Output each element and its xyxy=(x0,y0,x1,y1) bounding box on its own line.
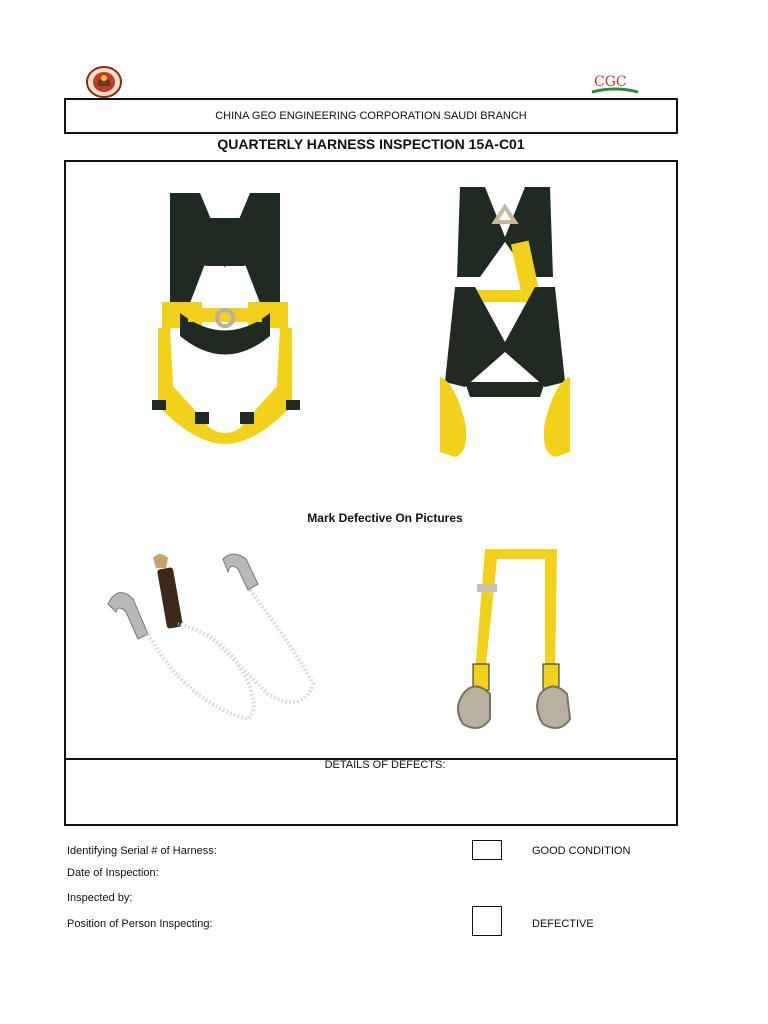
webbing-lanyard-image xyxy=(445,544,585,739)
good-condition-label: GOOD CONDITION xyxy=(532,845,631,857)
defective-checkbox[interactable] xyxy=(472,906,502,936)
cgc-logo xyxy=(590,72,640,96)
good-condition-checkbox[interactable] xyxy=(472,840,502,860)
inspected-by-label: Inspected by: xyxy=(67,892,133,904)
defective-label: DEFECTIVE xyxy=(532,918,594,930)
serial-number-label: Identifying Serial # of Harness: xyxy=(67,845,217,857)
rope-lanyard-image xyxy=(98,544,328,734)
details-of-defects-heading: DETAILS OF DEFECTS: xyxy=(324,759,446,771)
cgc-logo-text: CGC xyxy=(594,74,627,90)
harness-front-image xyxy=(140,178,310,468)
form-title: QUARTERLY HARNESS INSPECTION 15A-C01 xyxy=(217,136,525,152)
company-seal-logo xyxy=(86,66,122,98)
company-name: CHINA GEO ENGINEERING CORPORATION SAUDI BRANCH xyxy=(215,110,527,122)
company-name-box xyxy=(64,98,678,134)
harness-rear-image xyxy=(425,182,585,467)
date-of-inspection-label: Date of Inspection: xyxy=(67,867,159,879)
mark-defective-instruction: Mark Defective On Pictures xyxy=(307,511,463,525)
position-label: Position of Person Inspecting: xyxy=(67,918,213,930)
